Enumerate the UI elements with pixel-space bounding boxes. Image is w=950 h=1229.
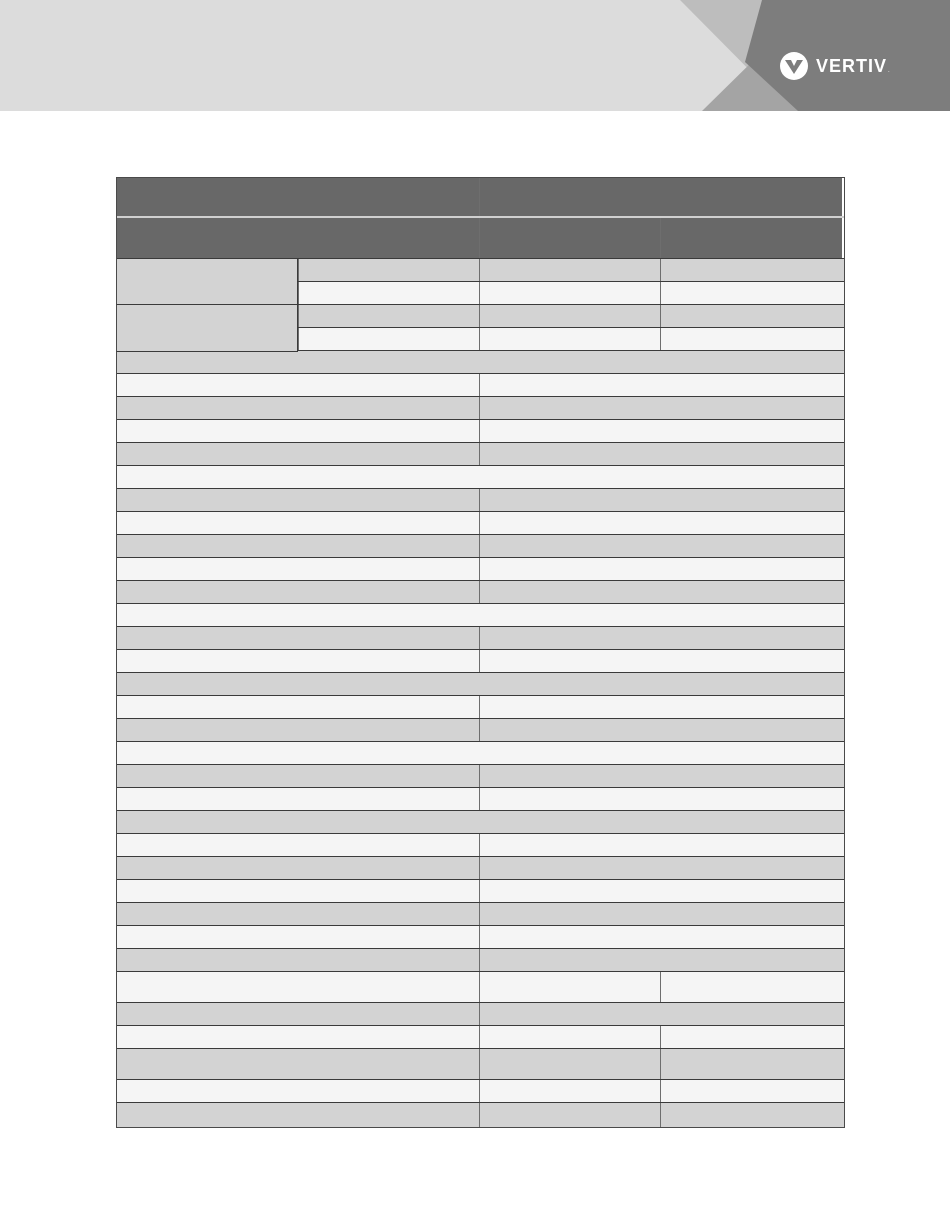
table-cell bbox=[298, 282, 479, 304]
table-row bbox=[117, 765, 844, 788]
table-section-row bbox=[117, 811, 844, 834]
table-cell bbox=[298, 328, 479, 350]
merged-row-label bbox=[116, 305, 298, 352]
table-cell bbox=[298, 305, 479, 327]
table-section-row bbox=[117, 673, 844, 696]
table-row bbox=[117, 420, 844, 443]
table-row bbox=[117, 535, 844, 558]
table-row bbox=[117, 397, 844, 420]
table-section-row bbox=[117, 742, 844, 765]
table-row bbox=[117, 972, 844, 1003]
table-cell bbox=[660, 328, 842, 350]
table-row bbox=[117, 1049, 844, 1080]
table-cell bbox=[660, 259, 842, 281]
table-row bbox=[117, 719, 844, 742]
vertiv-chevron-icon bbox=[780, 52, 808, 80]
table-row bbox=[117, 696, 844, 719]
merged-row-label bbox=[116, 259, 298, 305]
table-row bbox=[117, 1103, 844, 1127]
table-cell bbox=[479, 328, 660, 350]
table-row bbox=[117, 834, 844, 857]
table-row bbox=[117, 489, 844, 512]
table-row bbox=[117, 512, 844, 535]
table-cell bbox=[479, 282, 660, 304]
table-row bbox=[117, 788, 844, 811]
table-row bbox=[117, 903, 844, 926]
table-cell bbox=[298, 259, 479, 281]
table-row bbox=[117, 443, 844, 466]
table-row bbox=[117, 1026, 844, 1049]
table-row bbox=[117, 581, 844, 604]
logo-wordmark: VERTIV bbox=[816, 55, 888, 76]
table-row bbox=[117, 880, 844, 903]
table-section-row bbox=[117, 466, 844, 489]
table-cell bbox=[660, 305, 842, 327]
header-cell bbox=[117, 178, 479, 216]
table-row bbox=[117, 374, 844, 397]
header-cell bbox=[479, 178, 842, 216]
header-cell bbox=[479, 218, 660, 258]
logo-trademark: . bbox=[888, 68, 890, 74]
table-row bbox=[117, 857, 844, 880]
table-row bbox=[117, 558, 844, 581]
table-section-row bbox=[117, 604, 844, 627]
page-header-banner bbox=[0, 0, 950, 111]
table-cell bbox=[660, 282, 842, 304]
table-section-row bbox=[117, 351, 844, 374]
table-cell bbox=[479, 259, 660, 281]
table-row bbox=[117, 926, 844, 949]
header-cell bbox=[117, 218, 479, 258]
table-row bbox=[117, 627, 844, 650]
table-row bbox=[117, 949, 844, 972]
table-cell bbox=[479, 305, 660, 327]
table-row bbox=[117, 1003, 844, 1026]
table-row bbox=[117, 1080, 844, 1103]
table-header-row-1 bbox=[117, 178, 844, 218]
vertiv-logo bbox=[780, 52, 890, 80]
table-header-row-2 bbox=[117, 218, 844, 259]
table-row bbox=[117, 650, 844, 673]
header-cell bbox=[660, 218, 842, 258]
